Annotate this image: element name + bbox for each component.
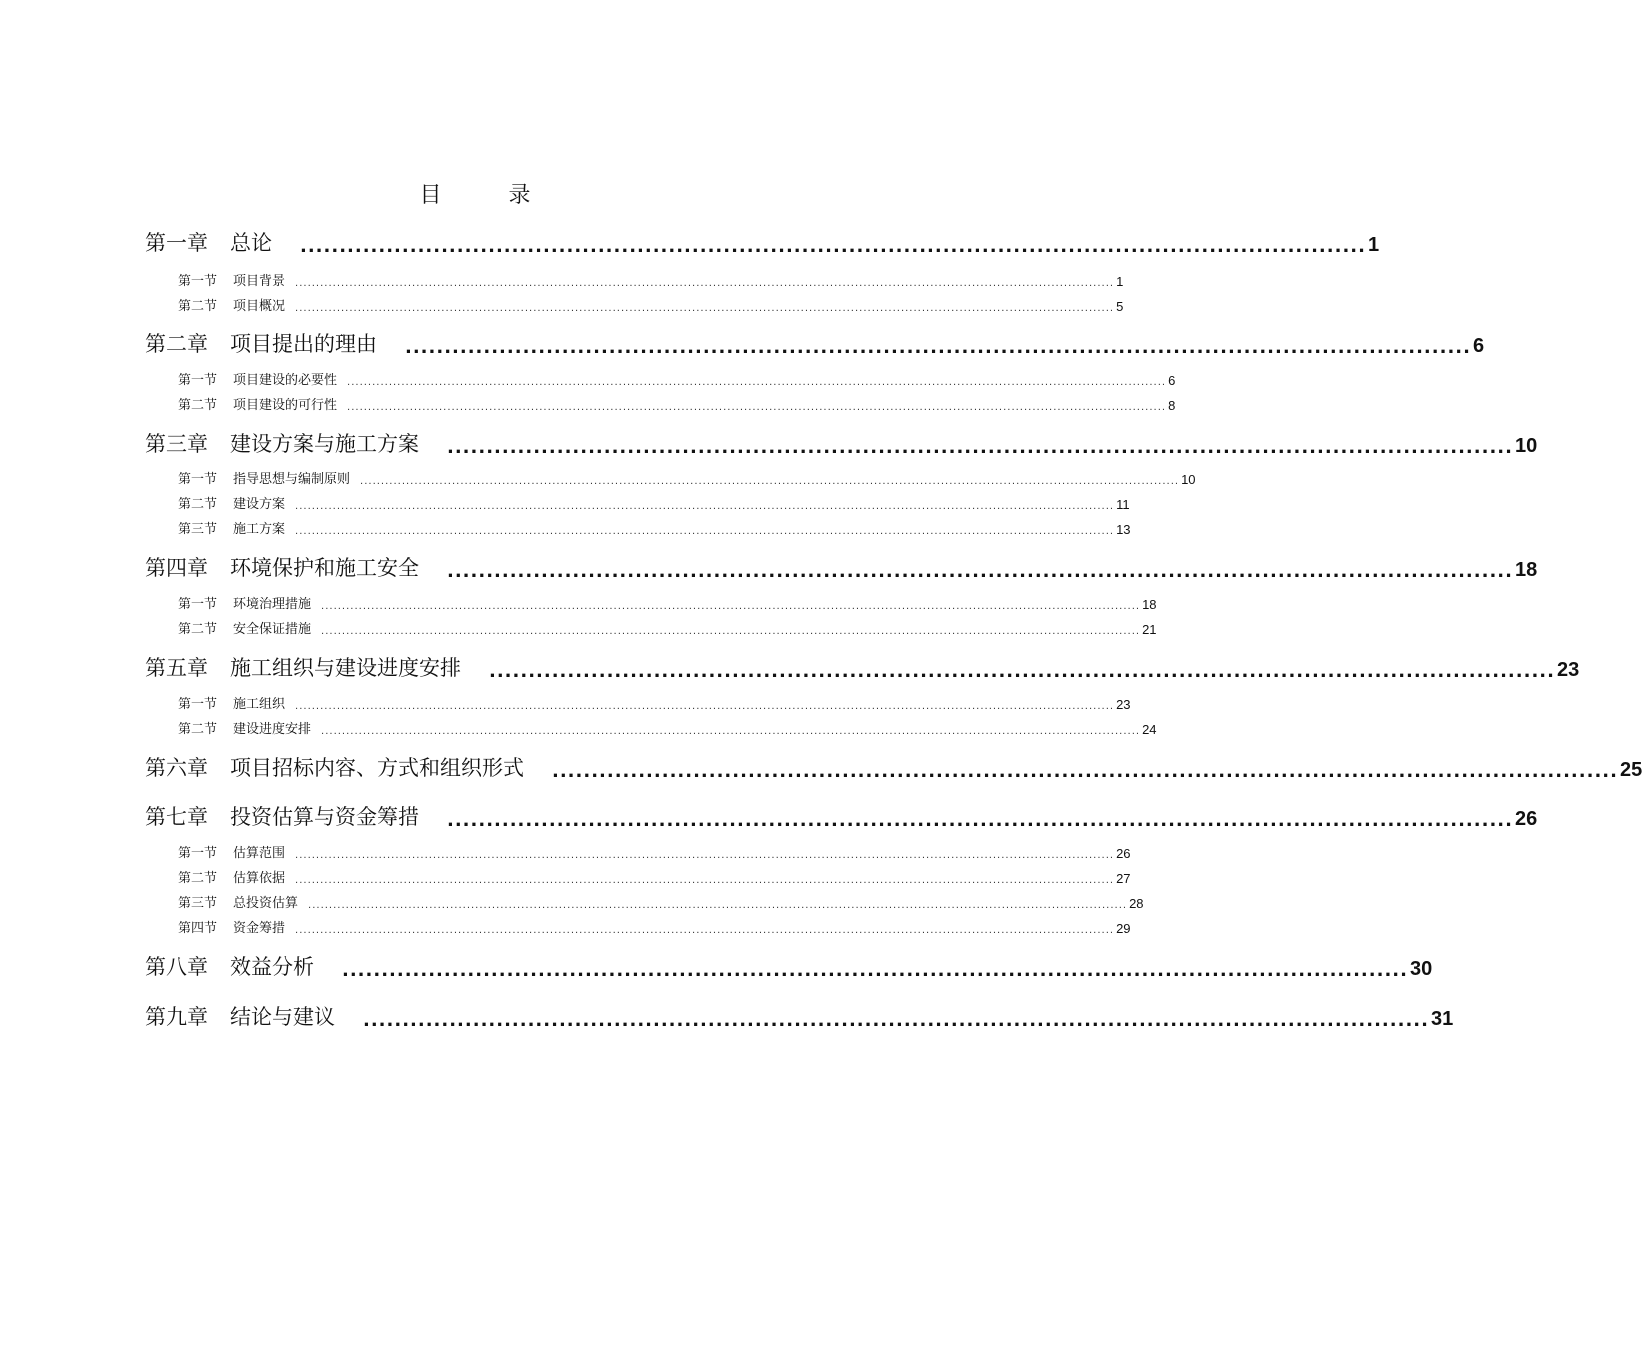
section-number: 第三节 — [178, 896, 218, 911]
dot-leader: ........................................................................................................................................ — [447, 437, 1513, 458]
toc-chapter-9[interactable] — [145, 1001, 1454, 1031]
chapter-title: 投资估算与资金筹措 — [230, 805, 419, 829]
toc-chapter-2[interactable] — [145, 328, 1485, 358]
chapter-number: 第二章 — [145, 332, 208, 356]
section-number: 第二节 — [178, 398, 218, 413]
dot-leader: ........................................................................................................................................ — [405, 337, 1471, 358]
chapter-number: 第五章 — [145, 656, 208, 680]
toc-title: 目 录 — [419, 183, 561, 208]
chapter-title: 结论与建议 — [230, 1005, 335, 1029]
dot-leader: .................................................................................................................................................................................................... — [321, 601, 1141, 612]
dot-leader: ........................................................................................................................................ — [552, 761, 1618, 782]
dot-leader: .................................................................................................................................................................................................... — [295, 701, 1115, 712]
toc-section-7-3[interactable] — [178, 892, 1144, 911]
dot-leader: .................................................................................................................................................................................................... — [295, 278, 1115, 289]
dot-leader: .................................................................................................................................................................................................... — [308, 900, 1128, 911]
chapter-number: 第四章 — [145, 556, 208, 580]
toc-section-3-3[interactable] — [178, 518, 1131, 537]
section-page: 27 — [1116, 871, 1131, 886]
chapter-number: 第八章 — [145, 955, 208, 979]
chapter-number: 第九章 — [145, 1005, 208, 1029]
section-page: 13 — [1116, 522, 1131, 537]
chapter-page: 6 — [1472, 335, 1485, 357]
section-page: 6 — [1168, 373, 1176, 388]
section-page: 24 — [1142, 722, 1157, 737]
section-title: 施工方案 — [233, 522, 286, 537]
section-title: 资金筹措 — [233, 921, 286, 936]
section-number: 第四节 — [178, 921, 218, 936]
chapter-number: 第七章 — [145, 805, 208, 829]
section-number: 第一节 — [178, 697, 218, 712]
section-page: 29 — [1116, 921, 1131, 936]
chapter-title: 项目提出的理由 — [230, 332, 377, 356]
toc-section-4-1[interactable] — [178, 593, 1157, 612]
chapter-page: 31 — [1430, 1008, 1454, 1030]
section-title: 估算依据 — [233, 871, 286, 886]
section-title: 环境治理措施 — [233, 597, 312, 612]
section-number: 第二节 — [178, 871, 218, 886]
section-number: 第二节 — [178, 497, 218, 512]
section-number: 第一节 — [178, 373, 218, 388]
section-title: 建设方案 — [233, 497, 286, 512]
toc-section-5-1[interactable] — [178, 693, 1131, 712]
toc-section-3-1[interactable] — [178, 468, 1196, 487]
toc-section-7-1[interactable] — [178, 842, 1131, 861]
section-title: 施工组织 — [233, 697, 286, 712]
dot-leader: ........................................................................................................................................ — [363, 1010, 1429, 1031]
toc-chapter-6[interactable] — [145, 752, 1642, 782]
toc-section-5-2[interactable] — [178, 718, 1157, 737]
section-title: 总投资估算 — [233, 896, 299, 911]
toc-section-7-4[interactable] — [178, 917, 1131, 936]
toc-section-2-2[interactable] — [178, 394, 1176, 413]
section-title: 建设进度安排 — [233, 722, 312, 737]
dot-leader: .................................................................................................................................................................................................... — [295, 526, 1115, 537]
dot-leader: .................................................................................................................................................................................................... — [295, 501, 1115, 512]
toc-section-4-2[interactable] — [178, 618, 1157, 637]
dot-leader: ........................................................................................................................................ — [489, 661, 1555, 682]
section-title: 项目背景 — [233, 274, 286, 289]
section-number: 第一节 — [178, 597, 218, 612]
chapter-number: 第六章 — [145, 756, 208, 780]
chapter-page: 25 — [1619, 759, 1642, 781]
section-number: 第一节 — [178, 846, 218, 861]
toc-section-1-2[interactable] — [178, 295, 1124, 314]
dot-leader: ........................................................................................................................................ — [447, 561, 1513, 582]
dot-leader: .................................................................................................................................................................................................... — [321, 726, 1141, 737]
toc-chapter-4[interactable] — [145, 552, 1538, 582]
chapter-title: 项目招标内容、方式和组织形式 — [230, 756, 524, 780]
chapter-number: 第三章 — [145, 432, 208, 456]
chapter-title: 环境保护和施工安全 — [230, 556, 419, 580]
chapter-title: 总论 — [230, 231, 272, 255]
dot-leader: .................................................................................................................................................................................................... — [347, 377, 1167, 388]
dot-leader: ........................................................................................................................................ — [342, 960, 1408, 981]
section-title: 指导思想与编制原则 — [233, 472, 351, 487]
toc-chapter-3[interactable] — [145, 428, 1538, 458]
section-number: 第一节 — [178, 472, 218, 487]
section-number: 第一节 — [178, 274, 218, 289]
dot-leader: .................................................................................................................................................................................................... — [360, 476, 1180, 487]
section-title: 安全保证措施 — [233, 622, 312, 637]
dot-leader: ........................................................................................................................................ — [447, 810, 1513, 831]
section-number: 第三节 — [178, 522, 218, 537]
chapter-title: 施工组织与建设进度安排 — [230, 656, 461, 680]
chapter-page: 30 — [1409, 958, 1433, 980]
toc-section-1-1[interactable] — [178, 270, 1124, 289]
section-number: 第二节 — [178, 722, 218, 737]
toc-section-2-1[interactable] — [178, 369, 1176, 388]
section-page: 21 — [1142, 622, 1157, 637]
chapter-page: 26 — [1514, 808, 1538, 830]
section-page: 23 — [1116, 697, 1131, 712]
section-title: 项目概况 — [233, 299, 286, 314]
chapter-page: 23 — [1556, 659, 1580, 681]
dot-leader: .................................................................................................................................................................................................... — [347, 402, 1167, 413]
chapter-page: 10 — [1514, 435, 1538, 457]
toc-chapter-5[interactable] — [145, 652, 1580, 682]
dot-leader: .................................................................................................................................................................................................... — [295, 850, 1115, 861]
section-page: 11 — [1116, 497, 1130, 512]
dot-leader: .................................................................................................................................................................................................... — [321, 626, 1141, 637]
section-page: 28 — [1129, 896, 1144, 911]
section-page: 26 — [1116, 846, 1131, 861]
chapter-title: 建设方案与施工方案 — [230, 432, 419, 456]
toc-chapter-8[interactable] — [145, 951, 1433, 981]
dot-leader: .................................................................................................................................................................................................... — [295, 875, 1115, 886]
section-page: 1 — [1116, 274, 1124, 289]
chapter-title: 效益分析 — [230, 955, 314, 979]
section-page: 10 — [1181, 472, 1196, 487]
toc-chapter-1[interactable] — [145, 227, 1380, 257]
section-title: 项目建设的必要性 — [233, 373, 338, 388]
dot-leader: .................................................................................................................................................................................................... — [295, 925, 1115, 936]
section-page: 18 — [1142, 597, 1157, 612]
section-number: 第二节 — [178, 622, 218, 637]
dot-leader: .................................................................................................................................................................................................... — [295, 303, 1115, 314]
toc-section-3-2[interactable] — [178, 493, 1130, 512]
toc-section-7-2[interactable] — [178, 867, 1131, 886]
section-page: 5 — [1116, 299, 1124, 314]
dot-leader: ........................................................................................................................................ — [300, 236, 1366, 257]
section-number: 第二节 — [178, 299, 218, 314]
section-title: 项目建设的可行性 — [233, 398, 338, 413]
chapter-page: 18 — [1514, 559, 1538, 581]
toc-chapter-7[interactable] — [145, 801, 1538, 831]
chapter-number: 第一章 — [145, 231, 208, 255]
section-page: 8 — [1168, 398, 1176, 413]
chapter-page: 1 — [1367, 234, 1380, 256]
section-title: 估算范围 — [233, 846, 286, 861]
